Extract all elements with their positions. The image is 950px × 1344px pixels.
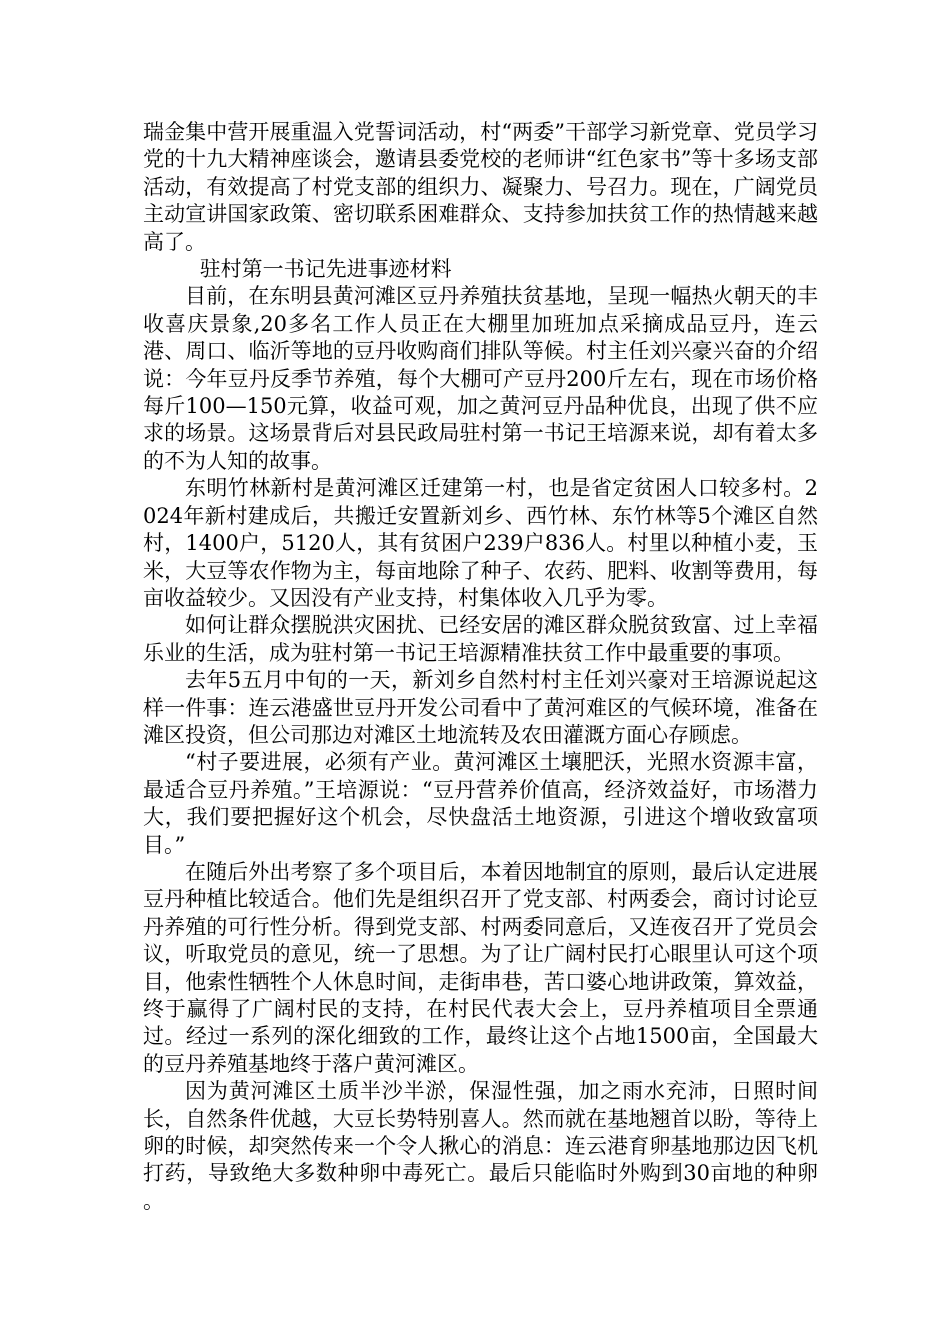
paragraph-3: 如何让群众摆脱洪灾困扰、已经安居的滩区群众脱贫致富、过上幸福乐业的生活，成为驻村第一书记王培源精准扶贫工作中最重要的事项。 (143, 613, 818, 665)
paragraph-2: 东明竹林新村是黄河滩区迁建第一村，也是省定贫困人口较多村。2024年新村建成后，共搬迁安置新刘乡、西竹林、东竹林等5个滩区自然村，1400户，5120人，其有贫困户239户836人。村里以种植小麦，玉米，大豆等农作物为主，每亩地除了种子、农药、肥料、收割等费用，每亩收益较少。又因没有产业支持，村集体收入几乎为零。 (143, 476, 818, 610)
paragraph-5: “村子要进展，必须有产业。黄河滩区土壤肥沃，光照水资源丰富，最适合豆丹养殖。”王培源说：“豆丹营养价值高，经济效益好，市场潜力大，我们要把握好这个机会，尽快盘活土地资源，引进这个增收致富项目。” (143, 750, 818, 857)
document-body (143, 119, 818, 1215)
paragraph-intro: 瑞金集中营开展重温入党誓词活动，村“两委”干部学习新党章、党员学习党的十九大精神座谈会，邀请县委党校的老师讲“红色家书”等十多场支部活动，有效提高了村党支部的组织力、凝聚力、号召力。现在，广阔党员主动宣讲国家政策、密切联系困难群众、支持参加扶贫工作的热情越来越高了。 (143, 120, 818, 254)
paragraph-1: 目前，在东明县黄河滩区豆丹养殖扶贫基地，呈现一幅热火朝天的丰收喜庆景象,20多名工作人员正在大棚里加班加点采摘成品豆丹，连云港、周口、临沂等地的豆丹收购商们排队等候。村主任刘兴豪兴奋的介绍说：今年豆丹反季节养殖，每个大棚可产豆丹200斤左右，现在市场价格每斤100—150元算，收益可观，加之黄河豆丹品种优良，出现了供不应求的场景。这场景背后对县民政局驻村第一书记王培源来说，却有着太多的不为人知的故事。 (143, 284, 818, 473)
paragraph-6: 在随后外出考察了多个项目后，本着因地制宜的原则，最后认定进展豆丹种植比较适合。他们先是组织召开了党支部、村两委会，商讨讨论豆丹养殖的可行性分析。得到党支部、村两委同意后，又连夜召开了党员会议，听取党员的意见，统一了思想。为了让广阔村民打心眼里认可这个项目，他索性牺牲个人休息时间，走街串巷，苦口婆心地讲政策，算效益，终于赢得了广阔村民的支持，在村民代表大会上，豆丹养植项目全票通过。经过一系列的深化细致的工作，最终让这个占地1500亩，全国最大的豆丹养殖基地终于落户黄河滩区。 (143, 859, 818, 1076)
section-title: 驻村第一书记先进事迹材料 (199, 257, 452, 282)
paragraph-4: 去年5五月中旬的一天，新刘乡自然村村主任刘兴豪对王培源说起这样一件事：连云港盛世豆丹开发公司看中了黄河难区的气候环境，准备在滩区投资，但公司那边对滩区土地流转及农田灌溉方面心存顾虑。 (143, 668, 818, 747)
paragraph-7: 因为黄河滩区土质半沙半淤，保湿性强，加之雨水充沛，日照时间长，自然条件优越，大豆长势特别喜人。然而就在基地翘首以盼，等待上卵的时候，却突然传来一个令人揪心的消息：连云港育卵基地那边因飞机打药，导致绝大多数种卵中毒死亡。最后只能临时外购到30亩地的种卵 。 (143, 1079, 818, 1213)
